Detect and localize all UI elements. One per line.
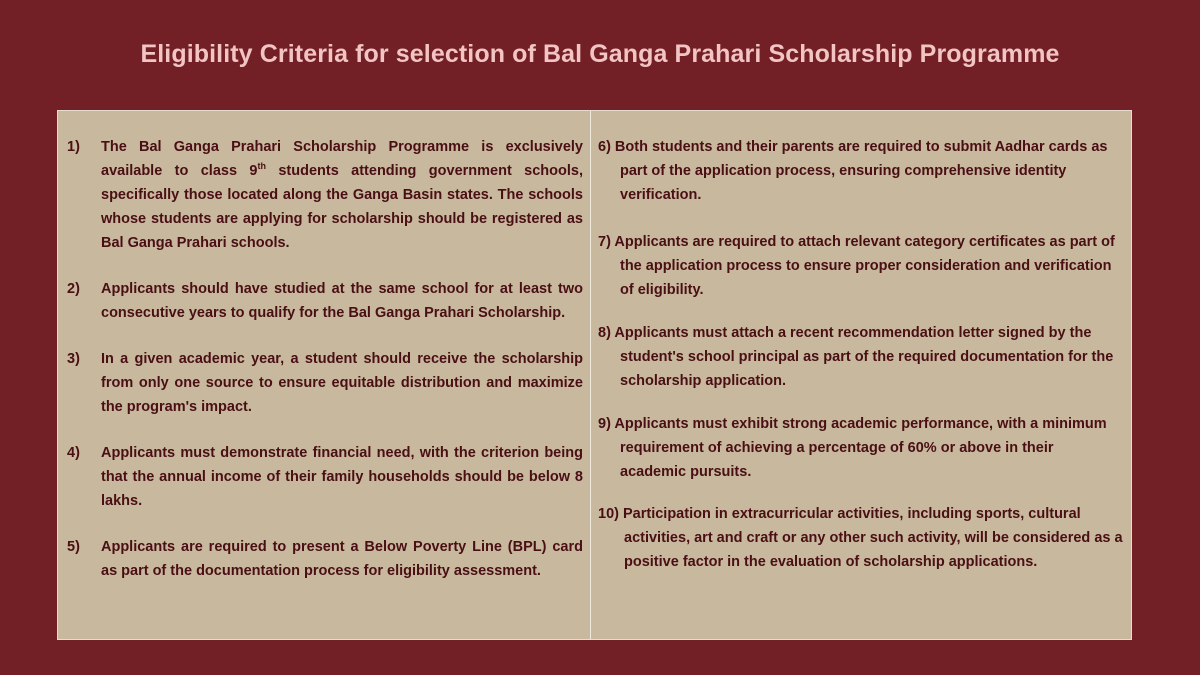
criterion-text: In a given academic year, a student should receive the scholarship from only one source to ensure equitable distribution and maximize the program's impact. bbox=[101, 351, 583, 415]
criterion-6: 6) Both students and their parents are required to submit Aadhar cards as part of the application process, ensuring comprehensive identity verification. bbox=[598, 139, 1108, 203]
criterion-text: The Bal Ganga Prahari Scholarship Programme is exclusively available to class 9th students attending government schools, specifically those located along the Ganga Basin states. The schools whose students are applying for scholarship should be registered as Bal Ganga Prahari schools. bbox=[101, 139, 583, 251]
criterion-3 bbox=[67, 347, 583, 419]
criterion-10: 10) Participation in extracurricular activities, including sports, cultural activities, art and craft or any other such activity, will be considered as a positive factor in the evaluation of scholarship applications. bbox=[598, 506, 1123, 570]
criterion-2 bbox=[67, 277, 583, 325]
criterion-8: 8) Applicants must attach a recent recommendation letter signed by the student's school principal as part of the required documentation for the scholarship application. bbox=[598, 325, 1114, 389]
criteria-panel bbox=[57, 110, 1132, 640]
criterion-text: Applicants must demonstrate financial need, with the criterion being that the annual income of their family households should be below 8 lakhs. bbox=[101, 445, 583, 509]
criterion-5 bbox=[67, 535, 583, 583]
criterion-number: 4) bbox=[67, 445, 80, 461]
right-column bbox=[598, 135, 1123, 596]
page-title: Eligibility Criteria for selection of Bal Ganga Prahari Scholarship Programme bbox=[140, 40, 1060, 68]
column-divider bbox=[590, 111, 591, 639]
criterion-number: 3) bbox=[67, 351, 80, 367]
criterion-7: 7) Applicants are required to attach relevant category certificates as part of the application process to ensure proper consideration and verification of eligibility. bbox=[598, 234, 1115, 298]
criterion-1 bbox=[67, 135, 583, 255]
criterion-4 bbox=[67, 441, 583, 513]
superscript-th: th bbox=[257, 161, 266, 172]
criterion-number: 2) bbox=[67, 281, 80, 297]
criterion-number: 1) bbox=[67, 139, 80, 155]
left-column bbox=[67, 135, 583, 605]
criterion-text: Applicants should have studied at the same school for at least two consecutive years to qualify for the Bal Ganga Prahari Scholarship. bbox=[101, 281, 583, 321]
criterion-9: 9) Applicants must exhibit strong academic performance, with a minimum requirement of achieving a percentage of 60% or above in their academic pursuits. bbox=[598, 416, 1107, 480]
criterion-number: 5) bbox=[67, 539, 80, 555]
criterion-text: Applicants are required to present a Below Poverty Line (BPL) card as part of the documentation process for eligibility assessment. bbox=[101, 539, 583, 579]
